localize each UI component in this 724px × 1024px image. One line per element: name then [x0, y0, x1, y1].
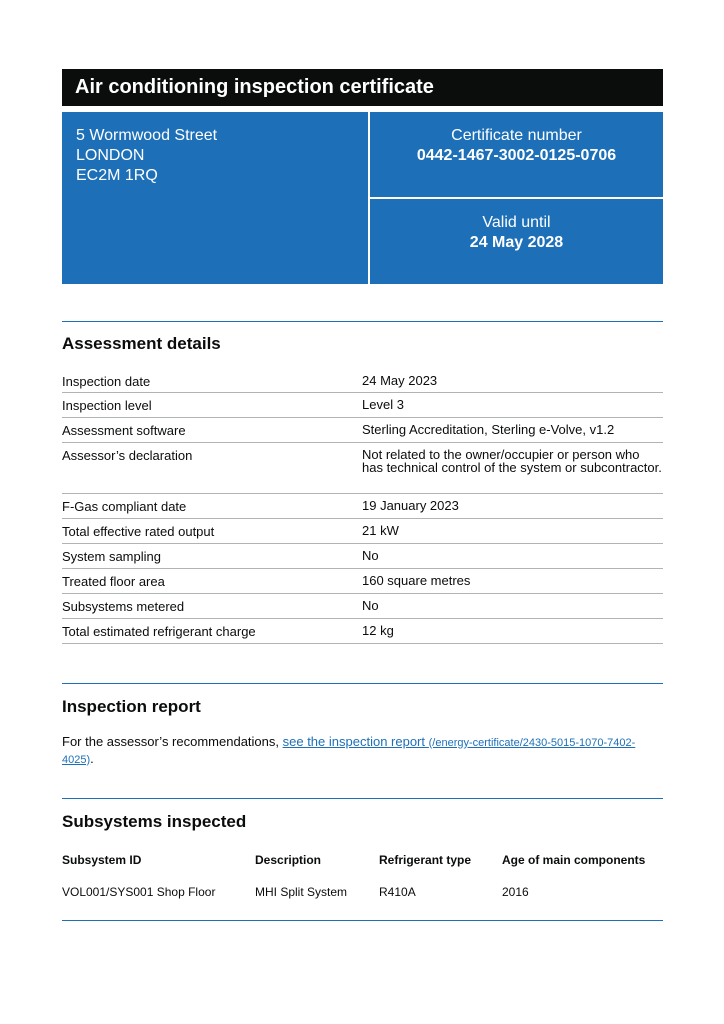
detail-label: Inspection date [62, 374, 362, 392]
detail-value: 12 kg [362, 618, 663, 643]
column-header-age: Age of main components [502, 852, 646, 867]
detail-value: No [362, 543, 663, 568]
address-line-1: 5 Wormwood Street [76, 127, 218, 144]
row-spacer [62, 868, 663, 884]
section-divider [62, 321, 663, 322]
age-cell: 2016 [502, 884, 529, 899]
detail-row [62, 493, 663, 518]
detail-row [62, 618, 663, 643]
detail-label: Total estimated refrigerant charge [62, 618, 362, 643]
section-divider [62, 683, 663, 684]
certificate-number: 0442-1467-3002-0125-0706 [416, 147, 617, 164]
detail-row [62, 543, 663, 568]
column-header-description: Description [255, 852, 322, 867]
detail-label: Assessor’s declaration [62, 442, 362, 493]
detail-value: 24 May 2023 [362, 374, 663, 392]
property-address [62, 112, 368, 284]
detail-row [62, 568, 663, 593]
certificate-summary [62, 112, 663, 284]
section-divider [62, 920, 663, 921]
detail-value: Not related to the owner/occupier or person who has technical control of the system or subcontractor. [362, 442, 663, 493]
subsystems-header-row [62, 852, 663, 868]
report-link-url: (/energy-certificate/2430-5015-1070-7402-4025) [62, 736, 636, 766]
detail-value: 19 January 2023 [362, 493, 663, 518]
subsystems-heading: Subsystems inspected [62, 811, 247, 831]
description-cell: MHI Split System [255, 884, 348, 899]
detail-label: Subsystems metered [62, 593, 362, 618]
certificate-number-label: Certificate number [451, 127, 582, 144]
column-header-subsystem-id: Subsystem ID [62, 852, 142, 867]
inspection-report-heading: Inspection report [62, 696, 201, 716]
detail-label: System sampling [62, 543, 362, 568]
report-link-text: see the inspection report [282, 733, 425, 749]
table-row [62, 884, 663, 900]
detail-row [62, 442, 663, 493]
address-line-3: EC2M 1RQ [76, 167, 158, 184]
detail-value: No [362, 593, 663, 618]
detail-row [62, 518, 663, 543]
detail-label: Assessment software [62, 417, 362, 442]
detail-row [62, 392, 663, 417]
detail-row [62, 593, 663, 618]
certificate-meta [370, 112, 663, 284]
address-line-2: LONDON [76, 147, 145, 164]
valid-until-date: 24 May 2028 [469, 234, 564, 251]
detail-row [62, 417, 663, 442]
assessment-details-table [62, 374, 663, 644]
report-end: . [90, 750, 94, 766]
certificate-title-bar [62, 69, 663, 106]
detail-label: F-Gas compliant date [62, 493, 362, 518]
detail-label: Treated floor area [62, 568, 362, 593]
valid-until-box [370, 199, 663, 284]
subsystems-table [62, 852, 663, 900]
detail-value: 160 square metres [362, 568, 663, 593]
refrigerant-type-cell: R410A [379, 884, 416, 899]
certificate-page [62, 69, 663, 921]
inspection-report-text [62, 734, 663, 768]
column-header-refrigerant-type: Refrigerant type [379, 852, 472, 867]
valid-until-label: Valid until [482, 214, 551, 231]
detail-value: Level 3 [362, 392, 663, 417]
detail-row [62, 374, 663, 392]
page-title: Air conditioning inspection certificate [75, 76, 434, 98]
subsystem-id-cell: VOL001/SYS001 Shop Floor [62, 884, 216, 899]
assessment-heading: Assessment details [62, 334, 221, 353]
report-intro: For the assessor’s recommendations, [62, 733, 283, 749]
section-divider [62, 798, 663, 799]
certificate-number-box [370, 112, 663, 197]
detail-value: 21 kW [362, 518, 663, 543]
detail-label: Total effective rated output [62, 518, 362, 543]
detail-value: Sterling Accreditation, Sterling e-Volve, v1.2 [362, 417, 663, 442]
detail-label: Inspection level [62, 392, 362, 417]
